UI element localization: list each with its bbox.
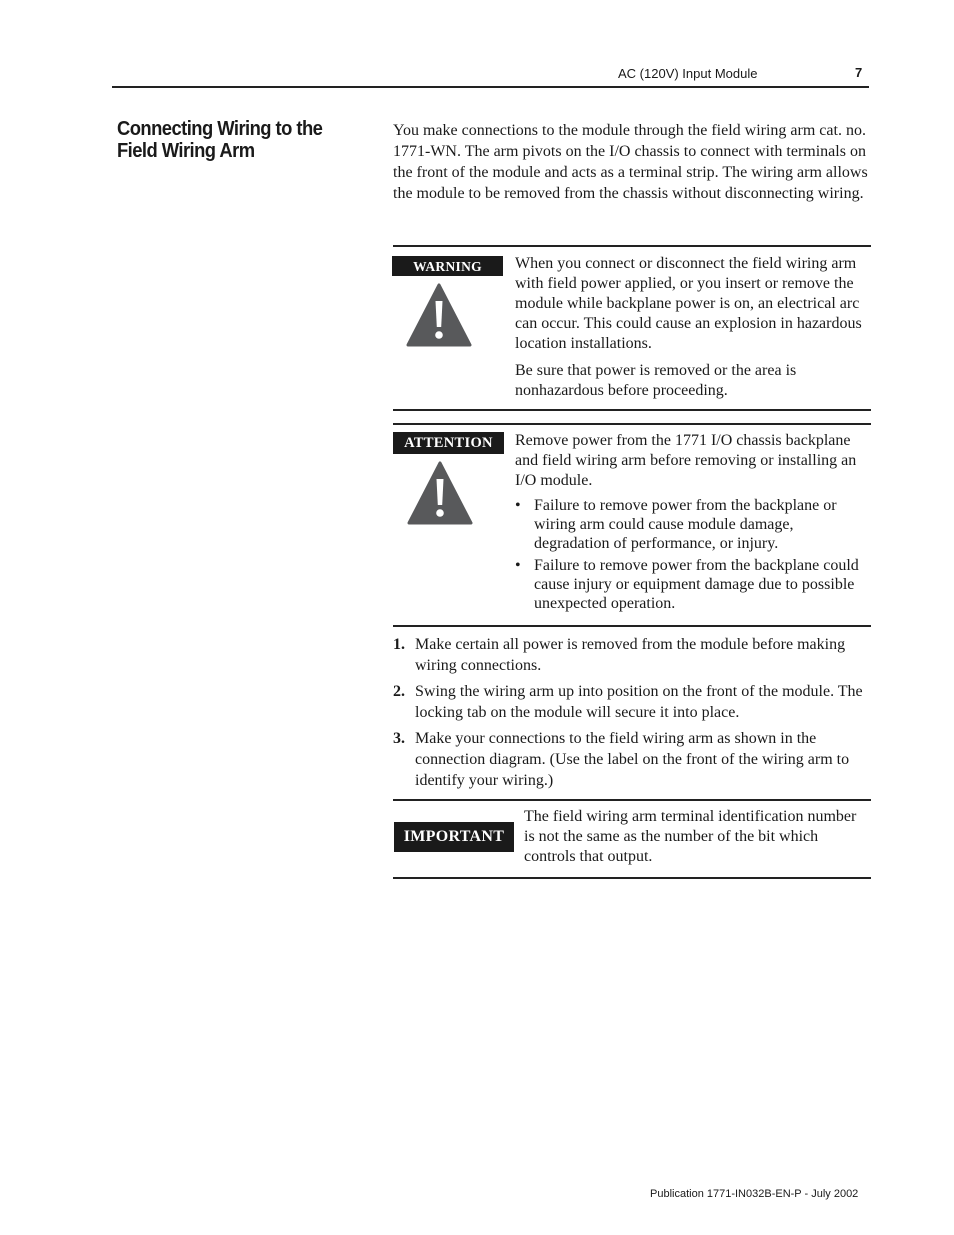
running-header-title: AC (120V) Input Module [618, 66, 758, 81]
warning-bottom-rule [393, 409, 871, 411]
attention-tag: ATTENTION [393, 432, 504, 454]
warning-top-rule [393, 245, 871, 247]
warning-paragraph: When you connect or disconnect the field wiring arm with field power applied, or you insert or remove the module while backplane power is on, an electrical arc can occur. This could cause an explosion in hazardous location installations. [515, 255, 862, 352]
header-rule [112, 86, 869, 88]
list-item [515, 556, 865, 613]
step-number: 2. [393, 683, 405, 700]
warning-paragraph: Be sure that power is removed or the area is nonhazardous before proceeding. [515, 362, 797, 399]
publication-footer: Publication 1771-IN032B-EN-P - July 2002 [650, 1188, 859, 1200]
warning-tag: WARNING [392, 256, 503, 276]
step-number: 3. [393, 730, 405, 747]
important-text: The field wiring arm terminal identification number is not the same as the number of the bit which controls that output. [524, 808, 857, 865]
warning-triangle-icon [407, 461, 473, 525]
attention-paragraph: Remove power from the 1771 I/O chassis backplane and field wiring arm before removing or installing an I/O module. [515, 432, 857, 489]
bullet-text: Failure to remove power from the backplane or wiring arm could cause module damage, degradation of performance, or injury. [534, 497, 837, 552]
warning-text [515, 254, 865, 408]
step-text: Make your connections to the field wiring arm as shown in the connection diagram. (Use the label on the front of the wiring arm to identify your wiring.) [415, 730, 850, 789]
list-item [393, 634, 871, 676]
bullet-icon: • [515, 557, 521, 574]
attention-text [515, 431, 865, 616]
attention-top-rule [393, 423, 871, 425]
steps-list [393, 634, 871, 796]
important-top-rule [393, 799, 871, 801]
bullet-text: Failure to remove power from the backplane could cause injury or equipment damage due to possible unexpected operation. [534, 557, 859, 612]
bullet-icon: • [515, 497, 521, 514]
important-tag: IMPORTANT [394, 822, 514, 852]
list-item [515, 496, 865, 553]
intro-paragraph: You make connections to the module through the field wiring arm cat. no. 1771-WN. The arm pivots on the I/O chassis to connect with terminals on the front of the module and acts as a terminal strip. The wiring arm allows the module to be removed from the chassis without disconnecting wiring. [393, 122, 868, 202]
step-number: 1. [393, 636, 405, 653]
warning-triangle-icon [406, 283, 472, 347]
attention-bottom-rule [393, 625, 871, 627]
step-text: Swing the wiring arm up into position on the front of the module. The locking tab on the module will secure it into place. [415, 683, 863, 721]
list-item [393, 681, 871, 723]
list-item [393, 728, 871, 791]
page-number: 7 [855, 65, 863, 80]
section-heading: Connecting Wiring to the Field Wiring Arm [117, 118, 323, 162]
important-bottom-rule [393, 877, 871, 879]
step-text: Make certain all power is removed from the module before making wiring connections. [415, 636, 846, 674]
attention-bullet-list [515, 496, 865, 613]
